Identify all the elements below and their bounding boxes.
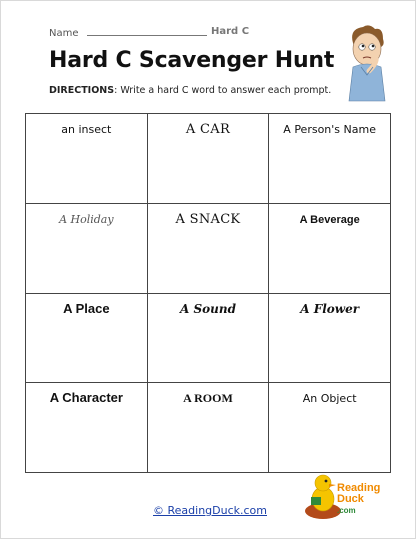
prompt-label: A SNACK	[175, 211, 241, 227]
scavenger-hunt-grid	[25, 113, 391, 473]
prompt-label: A Beverage	[299, 213, 360, 226]
prompt-label: A Sound	[179, 301, 236, 316]
name-line	[87, 26, 207, 36]
logo-text-line1: Reading	[337, 482, 381, 494]
grid-cell[interactable]	[26, 383, 148, 473]
prompt-label: A CAR	[185, 122, 231, 137]
prompt-label: A Holiday	[59, 212, 114, 226]
logo-text	[337, 483, 380, 516]
prompt-label: A Place	[63, 300, 110, 316]
prompt-label: An Object	[302, 392, 357, 406]
grid-cell[interactable]	[147, 114, 269, 204]
directions	[49, 85, 331, 96]
logo-text-line2: Duck	[337, 493, 364, 505]
thinking-boy-illustration	[339, 21, 395, 103]
grid-cell[interactable]	[147, 293, 269, 383]
prompt-label: an insect	[61, 123, 112, 136]
grid-cell[interactable]	[269, 383, 391, 473]
page-title: Hard C Scavenger Hunt	[49, 48, 335, 73]
logo-text-line3: .com	[337, 506, 356, 515]
directions-text: : Write a hard C word to answer each prompt.	[114, 85, 332, 96]
grid-cell[interactable]	[26, 114, 148, 204]
name-label: Name	[49, 28, 79, 39]
directions-label: DIRECTIONS	[49, 85, 115, 96]
prompt-label: A Character	[49, 390, 123, 406]
grid-cell[interactable]	[147, 383, 269, 473]
grid-cell[interactable]	[26, 203, 148, 293]
grid-cell[interactable]	[26, 293, 148, 383]
prompt-label: A Person's Name	[283, 123, 376, 136]
grid-cell[interactable]	[269, 114, 391, 204]
name-row	[49, 26, 207, 39]
grid-cell[interactable]	[269, 293, 391, 383]
prompt-label: A Flower	[300, 301, 360, 316]
grid-cell[interactable]	[147, 203, 269, 293]
prompt-label: A ROOM	[183, 391, 233, 406]
subject-label: Hard C	[211, 26, 250, 37]
grid-cell[interactable]	[269, 203, 391, 293]
reading-duck-link[interactable]: © ReadingDuck.com	[153, 504, 267, 517]
